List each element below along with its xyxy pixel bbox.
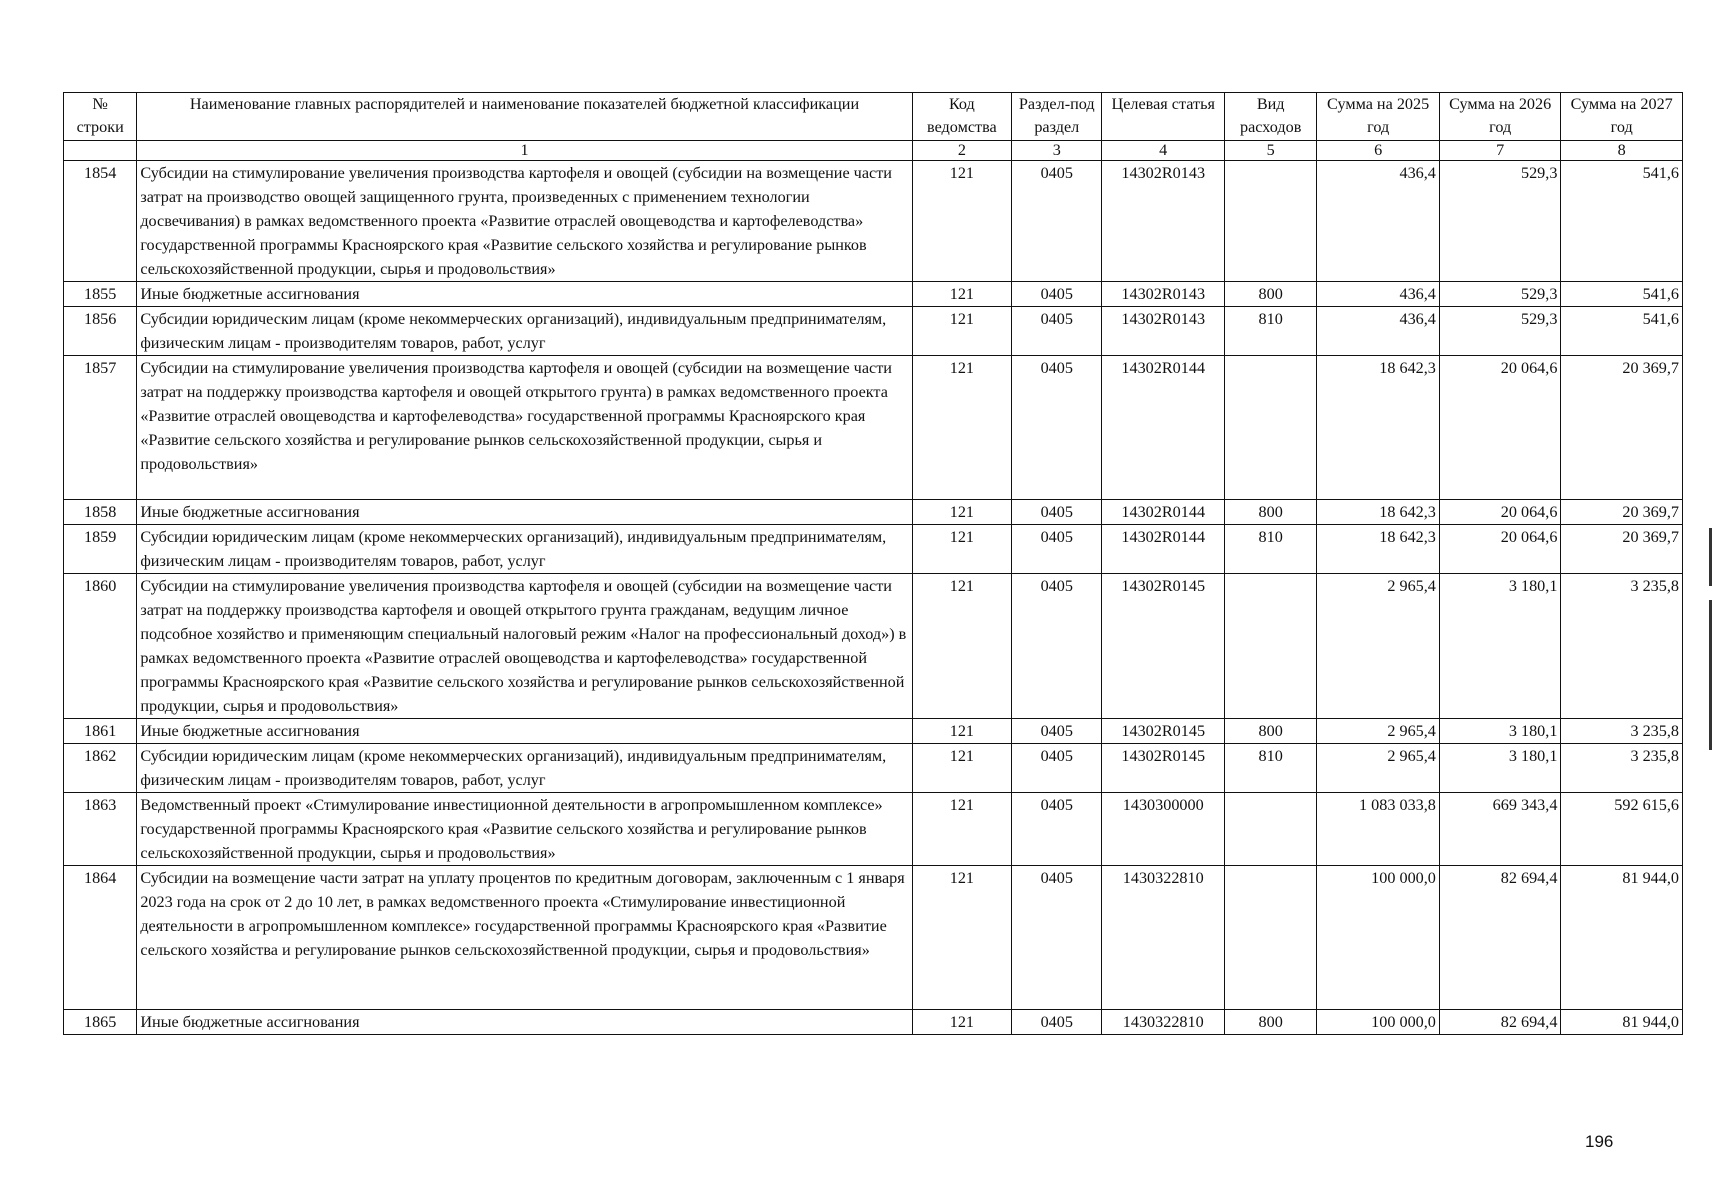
row-number: 1864 bbox=[64, 866, 137, 1010]
header-name: Наименование главных распорядителей и наименование показателей бюджетной классификации bbox=[137, 93, 912, 141]
row-target: 1430300000 bbox=[1102, 793, 1225, 866]
table-row bbox=[64, 307, 1683, 356]
row-target: 14302R0143 bbox=[1102, 282, 1225, 307]
row-number: 1861 bbox=[64, 719, 137, 744]
row-sum-2027: 541,6 bbox=[1561, 307, 1683, 356]
header-exp-type: Вид расходов bbox=[1224, 93, 1316, 141]
header-dept-code: Код ведомства bbox=[912, 93, 1011, 141]
row-name: Ведомственный проект «Стимулирование инвестиционной деятельности в агропромышленном комплексе» государственной программы Красноярского края «Развитие сельского хозяйства и регулирование рынков сельскохозяйственной продукции, сырья и продовольствия» bbox=[137, 793, 912, 866]
row-sum-2027: 20 369,7 bbox=[1561, 500, 1683, 525]
row-sum-2025: 18 642,3 bbox=[1317, 500, 1440, 525]
row-number: 1857 bbox=[64, 356, 137, 500]
row-target: 1430322810 bbox=[1102, 1010, 1225, 1035]
row-section: 0405 bbox=[1012, 356, 1102, 500]
row-sum-2026: 3 180,1 bbox=[1439, 744, 1561, 793]
table-row bbox=[64, 282, 1683, 307]
table-row bbox=[64, 744, 1683, 793]
row-target: 14302R0145 bbox=[1102, 574, 1225, 719]
row-sum-2027: 541,6 bbox=[1561, 282, 1683, 307]
header-sum-2026: Сумма на 2026 год bbox=[1439, 93, 1561, 141]
row-exp-type: 800 bbox=[1224, 500, 1316, 525]
row-sum-2025: 436,4 bbox=[1317, 307, 1440, 356]
col-number: 2 bbox=[912, 141, 1011, 161]
col-number: 6 bbox=[1317, 141, 1440, 161]
row-section: 0405 bbox=[1012, 525, 1102, 574]
header-row-no: № строки bbox=[64, 93, 137, 141]
row-sum-2025: 18 642,3 bbox=[1317, 525, 1440, 574]
col-number-blank bbox=[64, 141, 137, 161]
row-sum-2027: 20 369,7 bbox=[1561, 525, 1683, 574]
row-sum-2026: 669 343,4 bbox=[1439, 793, 1561, 866]
row-section: 0405 bbox=[1012, 282, 1102, 307]
row-sum-2026: 20 064,6 bbox=[1439, 356, 1561, 500]
row-exp-type: 810 bbox=[1224, 744, 1316, 793]
table-row bbox=[64, 1010, 1683, 1035]
row-number: 1860 bbox=[64, 574, 137, 719]
row-target: 14302R0145 bbox=[1102, 719, 1225, 744]
row-sum-2025: 100 000,0 bbox=[1317, 1010, 1440, 1035]
row-exp-type: 800 bbox=[1224, 719, 1316, 744]
row-exp-type: 810 bbox=[1224, 307, 1316, 356]
row-section: 0405 bbox=[1012, 307, 1102, 356]
budget-table bbox=[63, 92, 1683, 1035]
row-sum-2026: 529,3 bbox=[1439, 282, 1561, 307]
table-row bbox=[64, 793, 1683, 866]
row-target: 14302R0143 bbox=[1102, 307, 1225, 356]
col-number: 1 bbox=[137, 141, 912, 161]
col-number: 4 bbox=[1102, 141, 1225, 161]
row-exp-type: 800 bbox=[1224, 1010, 1316, 1035]
row-dept-code: 121 bbox=[912, 282, 1011, 307]
row-name: Субсидии юридическим лицам (кроме некоммерческих организаций), индивидуальным предпринимателям, физическим лицам - производителям товаров, работ, услуг bbox=[137, 525, 912, 574]
row-section: 0405 bbox=[1012, 719, 1102, 744]
row-section: 0405 bbox=[1012, 1010, 1102, 1035]
row-dept-code: 121 bbox=[912, 500, 1011, 525]
row-name: Субсидии на стимулирование увеличения производства картофеля и овощей (субсидии на возмещение части затрат на поддержку производства картофеля и овощей открытого грунта) в рамках ведомственного проекта «Развитие отраслей овощеводства и картофелеводства» государственной программы Красноярского края «Развитие сельского хозяйства и регулирование рынков сельскохозяйственной продукции, сырья и продовольствия» bbox=[137, 356, 912, 500]
col-number: 3 bbox=[1012, 141, 1102, 161]
row-sum-2027: 541,6 bbox=[1561, 161, 1683, 282]
row-target: 1430322810 bbox=[1102, 866, 1225, 1010]
row-dept-code: 121 bbox=[912, 719, 1011, 744]
col-number: 8 bbox=[1561, 141, 1683, 161]
row-exp-type: 810 bbox=[1224, 525, 1316, 574]
row-name: Субсидии юридическим лицам (кроме некоммерческих организаций), индивидуальным предпринимателям, физическим лицам - производителям товаров, работ, услуг bbox=[137, 307, 912, 356]
row-name: Субсидии на стимулирование увеличения производства картофеля и овощей (субсидии на возмещение части затрат на поддержку производства картофеля и овощей открытого грунта гражданам, ведущим личное подсобное хозяйство и применяющим специальный налоговый режим «Налог на профессиональный доход») в рамках ведомственного проекта «Развитие отраслей овощеводства и картофелеводства» государственной программы Красноярского края «Развитие сельского хозяйства и регулирование рынков сельскохозяйственной продукции, сырья и продовольствия» bbox=[137, 574, 912, 719]
header-section: Раздел-подраздел bbox=[1012, 93, 1102, 141]
row-section: 0405 bbox=[1012, 500, 1102, 525]
row-sum-2027: 81 944,0 bbox=[1561, 1010, 1683, 1035]
row-target: 14302R0144 bbox=[1102, 525, 1225, 574]
header-target: Целевая статья bbox=[1102, 93, 1225, 141]
table-row bbox=[64, 356, 1683, 500]
row-sum-2027: 3 235,8 bbox=[1561, 744, 1683, 793]
row-exp-type bbox=[1224, 574, 1316, 719]
table-row bbox=[64, 719, 1683, 744]
row-exp-type bbox=[1224, 161, 1316, 282]
row-sum-2027: 81 944,0 bbox=[1561, 866, 1683, 1010]
row-dept-code: 121 bbox=[912, 574, 1011, 719]
row-sum-2026: 20 064,6 bbox=[1439, 525, 1561, 574]
row-sum-2027: 592 615,6 bbox=[1561, 793, 1683, 866]
row-sum-2025: 436,4 bbox=[1317, 282, 1440, 307]
row-sum-2027: 20 369,7 bbox=[1561, 356, 1683, 500]
row-target: 14302R0144 bbox=[1102, 500, 1225, 525]
row-number: 1856 bbox=[64, 307, 137, 356]
header-sum-2025: Сумма на 2025 год bbox=[1317, 93, 1440, 141]
row-target: 14302R0143 bbox=[1102, 161, 1225, 282]
row-section: 0405 bbox=[1012, 866, 1102, 1010]
row-number: 1865 bbox=[64, 1010, 137, 1035]
table-row bbox=[64, 161, 1683, 282]
row-number: 1855 bbox=[64, 282, 137, 307]
row-section: 0405 bbox=[1012, 744, 1102, 793]
row-dept-code: 121 bbox=[912, 161, 1011, 282]
row-number: 1863 bbox=[64, 793, 137, 866]
row-name: Иные бюджетные ассигнования bbox=[137, 1010, 912, 1035]
row-sum-2025: 2 965,4 bbox=[1317, 574, 1440, 719]
scan-edge-mark bbox=[1709, 528, 1712, 586]
row-sum-2027: 3 235,8 bbox=[1561, 574, 1683, 719]
row-name: Субсидии юридическим лицам (кроме некоммерческих организаций), индивидуальным предпринимателям, физическим лицам - производителям товаров, работ, услуг bbox=[137, 744, 912, 793]
row-name: Субсидии на возмещение части затрат на уплату процентов по кредитным договорам, заключенным с 1 января 2023 года на срок от 2 до 10 лет, в рамках ведомственного проекта «Стимулирование инвестиционной деятельности в агропромышленном комплексе» государственной программы Красноярского края «Развитие сельского хозяйства и регулирование рынков сельскохозяйственной продукции, сырья и продовольствия» bbox=[137, 866, 912, 1010]
row-dept-code: 121 bbox=[912, 307, 1011, 356]
scan-edge-mark bbox=[1709, 600, 1712, 750]
row-sum-2025: 18 642,3 bbox=[1317, 356, 1440, 500]
col-number: 7 bbox=[1439, 141, 1561, 161]
row-sum-2026: 529,3 bbox=[1439, 161, 1561, 282]
row-exp-type: 800 bbox=[1224, 282, 1316, 307]
row-sum-2026: 20 064,6 bbox=[1439, 500, 1561, 525]
table-row bbox=[64, 500, 1683, 525]
row-dept-code: 121 bbox=[912, 866, 1011, 1010]
row-dept-code: 121 bbox=[912, 744, 1011, 793]
row-sum-2026: 3 180,1 bbox=[1439, 574, 1561, 719]
row-number: 1854 bbox=[64, 161, 137, 282]
row-exp-type bbox=[1224, 356, 1316, 500]
row-section: 0405 bbox=[1012, 793, 1102, 866]
table-row bbox=[64, 525, 1683, 574]
row-target: 14302R0144 bbox=[1102, 356, 1225, 500]
row-dept-code: 121 bbox=[912, 525, 1011, 574]
row-sum-2025: 100 000,0 bbox=[1317, 866, 1440, 1010]
row-number: 1862 bbox=[64, 744, 137, 793]
row-number: 1858 bbox=[64, 500, 137, 525]
row-exp-type bbox=[1224, 866, 1316, 1010]
row-dept-code: 121 bbox=[912, 356, 1011, 500]
row-sum-2026: 529,3 bbox=[1439, 307, 1561, 356]
row-sum-2026: 82 694,4 bbox=[1439, 866, 1561, 1010]
row-sum-2027: 3 235,8 bbox=[1561, 719, 1683, 744]
row-sum-2026: 3 180,1 bbox=[1439, 719, 1561, 744]
row-name: Иные бюджетные ассигнования bbox=[137, 282, 912, 307]
row-sum-2026: 82 694,4 bbox=[1439, 1010, 1561, 1035]
row-section: 0405 bbox=[1012, 574, 1102, 719]
row-sum-2025: 2 965,4 bbox=[1317, 719, 1440, 744]
row-dept-code: 121 bbox=[912, 793, 1011, 866]
row-sum-2025: 1 083 033,8 bbox=[1317, 793, 1440, 866]
row-name: Субсидии на стимулирование увеличения производства картофеля и овощей (субсидии на возмещение части затрат на производство овощей защищенного грунта, произведенных с применением технологии досвечивания) в рамках ведомственного проекта «Развитие отраслей овощеводства и картофелеводства» государственной программы Красноярского края «Развитие сельского хозяйства и регулирование рынков сельскохозяйственной продукции, сырья и продовольствия» bbox=[137, 161, 912, 282]
row-exp-type bbox=[1224, 793, 1316, 866]
row-section: 0405 bbox=[1012, 161, 1102, 282]
row-target: 14302R0145 bbox=[1102, 744, 1225, 793]
header-sum-2027: Сумма на 2027 год bbox=[1561, 93, 1683, 141]
row-name: Иные бюджетные ассигнования bbox=[137, 719, 912, 744]
page-number: 196 bbox=[1585, 1132, 1614, 1151]
col-number: 5 bbox=[1224, 141, 1316, 161]
row-number: 1859 bbox=[64, 525, 137, 574]
row-sum-2025: 436,4 bbox=[1317, 161, 1440, 282]
table-row bbox=[64, 574, 1683, 719]
table-row bbox=[64, 866, 1683, 1010]
row-dept-code: 121 bbox=[912, 1010, 1011, 1035]
row-name: Иные бюджетные ассигнования bbox=[137, 500, 912, 525]
row-sum-2025: 2 965,4 bbox=[1317, 744, 1440, 793]
